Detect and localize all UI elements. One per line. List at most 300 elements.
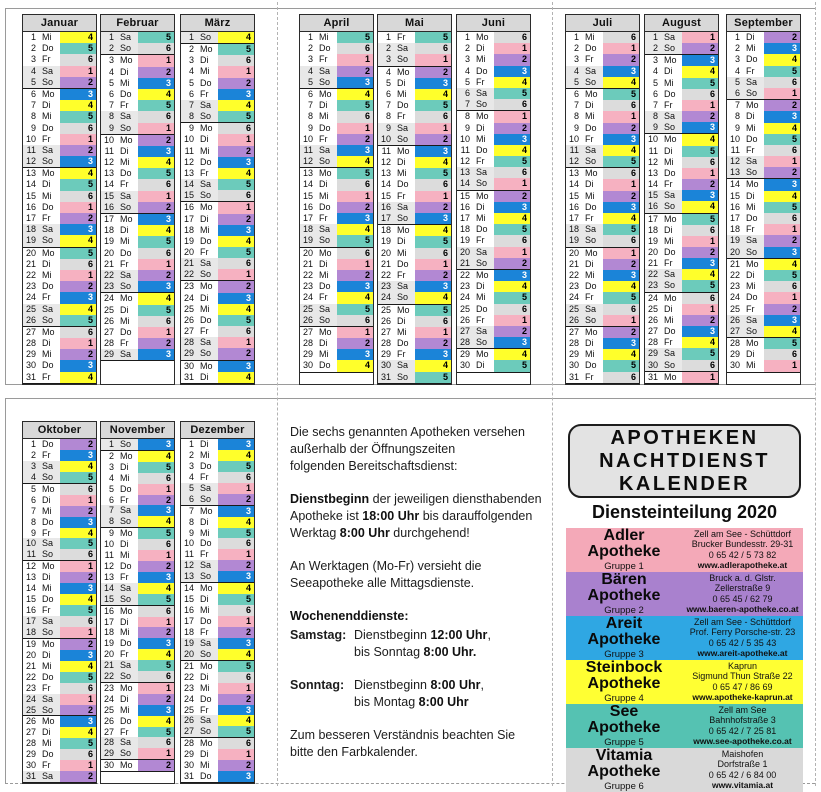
day-row xyxy=(457,178,530,190)
day-row xyxy=(101,305,174,316)
day-row xyxy=(378,327,451,338)
duty-group-cell: 4 xyxy=(764,326,800,337)
day-row xyxy=(23,484,96,495)
weekday-cell: Fr xyxy=(397,32,406,42)
duty-group-cell: 6 xyxy=(415,316,451,327)
duty-group-cell: 4 xyxy=(218,236,254,247)
day-number-cell: 5 xyxy=(108,483,114,494)
month-header: Juli xyxy=(566,15,639,32)
weekday-cell: Mi xyxy=(319,32,329,42)
duty-group-cell: 5 xyxy=(494,360,530,371)
day-row xyxy=(566,349,639,360)
day-number-cell: 1 xyxy=(188,439,194,449)
pharmacy-url: www.vitamia.at xyxy=(711,780,774,791)
day-number-cell: 7 xyxy=(385,100,391,111)
day-row xyxy=(457,360,530,372)
weekday-cell: Do xyxy=(476,303,488,314)
duty-group-cell: 1 xyxy=(603,111,639,122)
weekday-cell: Mo xyxy=(120,55,133,66)
day-row xyxy=(727,326,800,338)
weekday-cell: Mo xyxy=(585,88,598,99)
day-row xyxy=(23,495,96,506)
day-number-cell: 9 xyxy=(645,122,661,133)
duty-group-cell: 6 xyxy=(603,304,639,315)
weekday-cell: Do xyxy=(476,224,488,235)
duty-group-cell: 1 xyxy=(218,749,254,760)
day-row xyxy=(645,66,718,77)
duty-group-cell: 2 xyxy=(603,259,639,270)
day-number-cell: 14 xyxy=(302,179,313,190)
day-row xyxy=(566,54,639,65)
day-number-cell: 16 xyxy=(378,202,394,213)
day-number-cell: 7 xyxy=(30,505,36,516)
day-number-cell: 5 xyxy=(181,483,197,494)
day-number-cell: 4 xyxy=(188,66,194,77)
duty-group-cell: 1 xyxy=(218,483,254,494)
day-row xyxy=(101,705,174,716)
day-number-cell: 6 xyxy=(181,494,197,505)
day-number-cell: 29 xyxy=(25,749,36,760)
duty-group-cell: 1 xyxy=(603,43,639,54)
duty-group-cell: 3 xyxy=(415,213,451,224)
day-number-cell: 13 xyxy=(181,571,197,582)
weekday-cell: Sa xyxy=(39,461,60,472)
day-number-cell: 8 xyxy=(385,111,391,122)
duty-group-cell: 2 xyxy=(60,77,96,88)
day-number-cell: 18 xyxy=(380,225,391,236)
day-row xyxy=(300,89,373,100)
day-number-cell: 7 xyxy=(181,100,197,111)
weekday-cell: Do xyxy=(746,133,758,144)
pharmacy-address-line: Brucker Bundesstr. 29-31 xyxy=(691,539,794,550)
day-number-cell: 25 xyxy=(566,304,582,315)
day-row xyxy=(101,293,174,304)
duty-group-cell: 5 xyxy=(603,224,639,235)
duty-group-cell: 5 xyxy=(494,88,530,99)
day-number-cell: 24 xyxy=(183,292,194,303)
info-text-segment: Dienstbeginn xyxy=(290,492,370,506)
duty-group-cell: 3 xyxy=(603,270,639,281)
duty-group-cell: 3 xyxy=(603,134,639,145)
duty-group-cell: 2 xyxy=(60,349,96,360)
day-number-cell: 28 xyxy=(25,738,36,749)
day-number-cell: 16 xyxy=(183,202,194,213)
info-text-segment: Dienstbeginn xyxy=(354,628,431,642)
day-number-cell: 11 xyxy=(460,144,470,155)
weekday-cell: Sa xyxy=(39,145,60,156)
day-row xyxy=(181,247,254,258)
filler-row xyxy=(727,373,800,384)
duty-group-cell: 3 xyxy=(764,315,800,326)
weekday-cell: Fr xyxy=(42,682,51,693)
info-text-segment: Zum besseren Verständnis beachten Sie xyxy=(290,728,516,742)
duty-group-cell: 2 xyxy=(138,760,174,771)
day-row xyxy=(457,315,530,326)
day-number-cell: 2 xyxy=(188,449,194,460)
day-number-cell: 22 xyxy=(183,671,194,682)
day-row xyxy=(727,32,800,43)
weekday-cell: Do xyxy=(397,258,409,269)
day-row xyxy=(101,191,174,202)
weekday-cell: Mo xyxy=(120,682,133,693)
day-number-cell: 14 xyxy=(568,179,579,190)
info-text-segment: durchgehend! xyxy=(389,526,470,540)
duty-group-cell: 3 xyxy=(218,157,254,168)
day-number-cell: 3 xyxy=(188,55,194,66)
day-number-cell: 2 xyxy=(378,43,394,54)
weekday-cell: Sa xyxy=(743,235,764,246)
day-number-cell: 12 xyxy=(300,156,316,167)
duty-group-cell: 5 xyxy=(60,738,96,749)
day-number-cell: 5 xyxy=(23,77,39,88)
weekday-cell: Fr xyxy=(397,190,406,201)
day-row xyxy=(181,55,254,66)
day-number-cell: 30 xyxy=(183,760,194,771)
duty-group-cell: 4 xyxy=(415,225,451,236)
month-calendar-juli xyxy=(565,14,640,385)
day-row xyxy=(457,191,530,202)
weekday-cell: Sa xyxy=(394,360,415,371)
weekday-cell: Do xyxy=(200,693,212,704)
pharmacy-name-block xyxy=(566,572,682,616)
weekday-cell: So xyxy=(661,43,682,54)
day-number-cell: 3 xyxy=(573,54,579,65)
duty-group-cell: 4 xyxy=(682,201,718,212)
duty-group-cell: 3 xyxy=(60,360,96,371)
day-number-cell: 27 xyxy=(647,326,658,337)
day-row xyxy=(727,247,800,259)
duty-group-cell: 6 xyxy=(415,179,451,190)
info-text-segment: folgenden Bereitschaftsdienst: xyxy=(290,459,458,473)
day-number-cell: 15 xyxy=(729,190,740,201)
day-row xyxy=(457,270,530,281)
day-number-cell: 2 xyxy=(645,43,661,54)
duty-group-cell: 4 xyxy=(138,157,174,168)
day-row xyxy=(23,727,96,738)
duty-group-cell: 4 xyxy=(138,89,174,100)
weekday-cell: Mi xyxy=(319,190,329,201)
duty-group-cell: 1 xyxy=(415,259,451,270)
duty-group-cell: 1 xyxy=(60,66,96,77)
duty-group-cell: 6 xyxy=(138,606,174,617)
weekday-cell: Mi xyxy=(120,315,130,326)
weekday-cell: Mo xyxy=(200,44,213,55)
day-row xyxy=(23,650,96,661)
duty-group-cell: 3 xyxy=(138,705,174,716)
day-number-cell: 20 xyxy=(380,247,391,258)
day-number-cell: 5 xyxy=(385,77,391,88)
day-number-cell: 17 xyxy=(25,213,36,223)
day-row xyxy=(181,100,254,111)
day-row xyxy=(645,32,718,43)
day-number-cell: 15 xyxy=(25,190,36,201)
day-row xyxy=(181,348,254,360)
day-number-cell: 21 xyxy=(181,258,197,269)
month-rows xyxy=(101,32,174,384)
day-number-cell: 3 xyxy=(23,461,39,472)
duty-group-cell: 2 xyxy=(415,67,451,78)
day-row xyxy=(378,281,451,292)
day-row xyxy=(181,538,254,549)
day-row xyxy=(727,156,800,167)
duty-group-cell: 6 xyxy=(218,123,254,134)
day-number-cell: 2 xyxy=(307,43,313,54)
day-row xyxy=(566,77,639,89)
info-text-segment: 8:00 Uhr. xyxy=(423,645,477,659)
duty-group-cell: 5 xyxy=(138,32,174,43)
weekday-cell: Fr xyxy=(42,605,51,616)
duty-group-cell: 6 xyxy=(415,248,451,259)
day-number-cell: 4 xyxy=(188,471,194,482)
duty-group-cell: 6 xyxy=(494,235,530,246)
weekday-cell: So xyxy=(316,156,337,167)
duty-group-cell: 6 xyxy=(494,99,530,110)
duty-group-cell: 2 xyxy=(337,134,373,145)
weekday-cell: Mo xyxy=(664,134,677,145)
day-number-cell: 4 xyxy=(464,65,470,76)
day-row xyxy=(457,167,530,178)
weekday-cell: Fr xyxy=(476,76,485,87)
day-number-cell: 14 xyxy=(181,179,197,190)
month-rows xyxy=(727,32,800,384)
day-number-cell: 7 xyxy=(108,100,114,111)
weekday-cell: Mo xyxy=(42,168,55,179)
day-row xyxy=(101,694,174,705)
pharmacy-name-block xyxy=(566,660,682,704)
weekday-cell: So xyxy=(117,748,138,759)
month-header: März xyxy=(181,15,254,32)
weekday-cell: Di xyxy=(664,66,673,77)
weekday-cell: Sa xyxy=(197,100,218,111)
day-number-cell: 21 xyxy=(25,258,36,269)
weekday-cell: So xyxy=(661,122,682,133)
weekend-duty-text xyxy=(354,627,542,661)
day-row xyxy=(566,213,639,224)
weekday-cell: Sa xyxy=(39,694,60,705)
day-number-cell: 18 xyxy=(183,224,194,235)
day-row xyxy=(457,224,530,235)
day-row xyxy=(23,683,96,694)
weekday-cell: Fr xyxy=(120,726,129,737)
weekday-cell: Do xyxy=(200,460,212,471)
weekday-cell: So xyxy=(117,123,138,134)
duty-group-cell: 2 xyxy=(218,214,254,225)
duty-group-cell: 5 xyxy=(415,372,451,383)
day-row xyxy=(23,134,96,145)
day-number-cell: 30 xyxy=(459,360,470,371)
day-number-cell: 28 xyxy=(302,338,313,349)
day-number-cell: 9 xyxy=(30,122,36,133)
day-row xyxy=(181,281,254,292)
day-number-cell: 18 xyxy=(300,224,316,235)
weekday-cell: Fr xyxy=(42,54,51,65)
weekday-cell: Fr xyxy=(42,760,51,771)
day-row xyxy=(101,528,174,539)
day-row xyxy=(23,583,96,594)
day-row xyxy=(181,683,254,694)
day-row xyxy=(727,123,800,134)
weekday-cell: Di xyxy=(120,616,129,627)
day-number-cell: 30 xyxy=(103,760,114,771)
weekday-cell: Do xyxy=(120,326,132,337)
weekday-cell: Di xyxy=(42,649,51,660)
duty-group-cell: 2 xyxy=(218,760,254,771)
day-number-cell: 20 xyxy=(302,247,313,258)
day-row xyxy=(23,304,96,315)
day-row xyxy=(378,43,451,54)
weekday-cell: Mo xyxy=(42,716,55,727)
day-number-cell: 10 xyxy=(302,133,313,144)
duty-group-cell: 2 xyxy=(764,304,800,315)
weekday-cell: Mi xyxy=(42,269,52,280)
day-row xyxy=(23,327,96,338)
day-number-cell: 19 xyxy=(25,638,36,649)
day-row xyxy=(101,439,174,451)
month-header: Dezember xyxy=(181,422,254,439)
duty-group-cell: 1 xyxy=(60,338,96,349)
day-number-cell: 2 xyxy=(734,43,740,54)
duty-group-cell: 3 xyxy=(218,89,254,100)
weekday-cell: So xyxy=(39,705,60,716)
day-row xyxy=(101,157,174,168)
weekday-cell: Sa xyxy=(661,348,682,359)
day-number-cell: 19 xyxy=(459,235,470,246)
weekday-cell: Fr xyxy=(319,133,328,144)
day-number-cell: 13 xyxy=(568,168,579,179)
duty-group-cell: 1 xyxy=(138,550,174,561)
day-row xyxy=(645,236,718,247)
weekday-cell: Sa xyxy=(473,167,494,178)
day-row xyxy=(23,627,96,639)
day-row xyxy=(101,43,174,55)
day-number-cell: 6 xyxy=(188,88,194,99)
day-row xyxy=(378,305,451,316)
weekday-cell: Mo xyxy=(476,111,489,122)
day-row xyxy=(101,270,174,281)
weekday-cell: Sa xyxy=(39,538,60,549)
duty-group-cell: 1 xyxy=(218,66,254,77)
day-row xyxy=(378,179,451,190)
day-row xyxy=(23,292,96,303)
day-row xyxy=(23,472,96,484)
day-number-cell: 8 xyxy=(307,111,313,122)
info-paragraph xyxy=(290,424,542,475)
weekday-cell: Mi xyxy=(476,54,486,65)
day-row xyxy=(101,716,174,727)
weekday-cell: Mi xyxy=(746,122,756,133)
day-row xyxy=(378,191,451,202)
duty-group-cell: 4 xyxy=(415,360,451,371)
day-number-cell: 11 xyxy=(104,550,114,561)
weekday-cell: Do xyxy=(397,179,409,190)
day-number-cell: 24 xyxy=(302,292,313,303)
month-calendar-september xyxy=(726,14,801,385)
day-number-cell: 14 xyxy=(380,179,391,190)
day-row xyxy=(566,338,639,349)
day-number-cell: 4 xyxy=(300,66,316,77)
weekday-cell: Mi xyxy=(120,472,130,483)
day-number-cell: 21 xyxy=(103,258,114,269)
day-number-cell: 10 xyxy=(729,133,740,144)
weekday-cell: Di xyxy=(476,122,485,133)
day-row xyxy=(378,338,451,349)
duty-group-cell: 1 xyxy=(415,327,451,338)
day-number-cell: 16 xyxy=(302,201,313,212)
duty-group-cell: 3 xyxy=(60,450,96,461)
duty-group-cell: 4 xyxy=(60,100,96,111)
pharmacy-address-line: 0 65 42 / 7 25 81 xyxy=(708,725,777,736)
weekday-cell: Sa xyxy=(117,270,138,281)
weekday-cell: Mi xyxy=(42,738,52,749)
duty-group-cell: 3 xyxy=(494,270,530,281)
day-row xyxy=(101,89,174,100)
day-number-cell: 15 xyxy=(183,594,194,605)
day-row xyxy=(181,202,254,213)
duty-group-cell: 2 xyxy=(60,439,96,450)
duty-group-cell: 5 xyxy=(138,236,174,247)
day-number-cell: 8 xyxy=(734,111,740,122)
weekday-cell: Mo xyxy=(42,247,55,258)
weekday-cell: Mo xyxy=(397,145,410,156)
weekday-cell: Di xyxy=(746,32,755,42)
duty-group-cell: 3 xyxy=(138,505,174,516)
day-number-cell: 17 xyxy=(103,616,114,627)
day-number-cell: 6 xyxy=(307,88,313,99)
weekday-cell: Di xyxy=(476,360,485,371)
duty-group-cell: 4 xyxy=(60,372,96,383)
duty-group-cell: 3 xyxy=(218,571,254,582)
weekday-cell: Mi xyxy=(200,303,210,314)
duty-group-cell: 6 xyxy=(603,100,639,111)
weekday-cell: Mo xyxy=(664,55,677,66)
day-number-cell: 29 xyxy=(302,349,313,360)
day-number-cell: 17 xyxy=(378,213,394,224)
info-text-segment: , xyxy=(487,628,491,642)
weekday-cell: So xyxy=(197,494,218,505)
day-row xyxy=(181,594,254,605)
duty-group-cell: 5 xyxy=(337,235,373,246)
duty-group-cell: 1 xyxy=(138,327,174,338)
duty-group-cell: 2 xyxy=(764,100,800,111)
day-row xyxy=(457,32,530,43)
weekday-cell: Sa xyxy=(582,145,603,156)
weekday-cell: So xyxy=(316,77,337,88)
weekday-cell: Di xyxy=(200,671,209,682)
day-row xyxy=(181,726,254,738)
day-number-cell: 14 xyxy=(183,583,194,594)
weekday-cell: Fr xyxy=(476,235,485,246)
day-row xyxy=(300,248,373,259)
duty-group-cell: 6 xyxy=(682,360,718,371)
day-row xyxy=(566,134,639,145)
duty-group-cell: 2 xyxy=(682,111,718,122)
day-number-cell: 18 xyxy=(23,627,39,638)
weekday-cell: Mi xyxy=(120,704,130,715)
weekday-cell: So xyxy=(316,315,337,326)
day-number-cell: 8 xyxy=(188,516,194,527)
day-row xyxy=(645,134,718,145)
day-row xyxy=(23,156,96,168)
weekday-cell: Sa xyxy=(39,304,60,315)
day-number-cell: 13 xyxy=(103,168,114,179)
day-row xyxy=(300,100,373,111)
weekday-cell: Mo xyxy=(200,123,213,134)
day-row xyxy=(101,32,174,43)
weekday-cell: Sa xyxy=(117,583,138,594)
duty-group-cell: 4 xyxy=(603,145,639,156)
day-number-cell: 8 xyxy=(181,111,197,122)
day-number-cell: 28 xyxy=(25,338,36,349)
